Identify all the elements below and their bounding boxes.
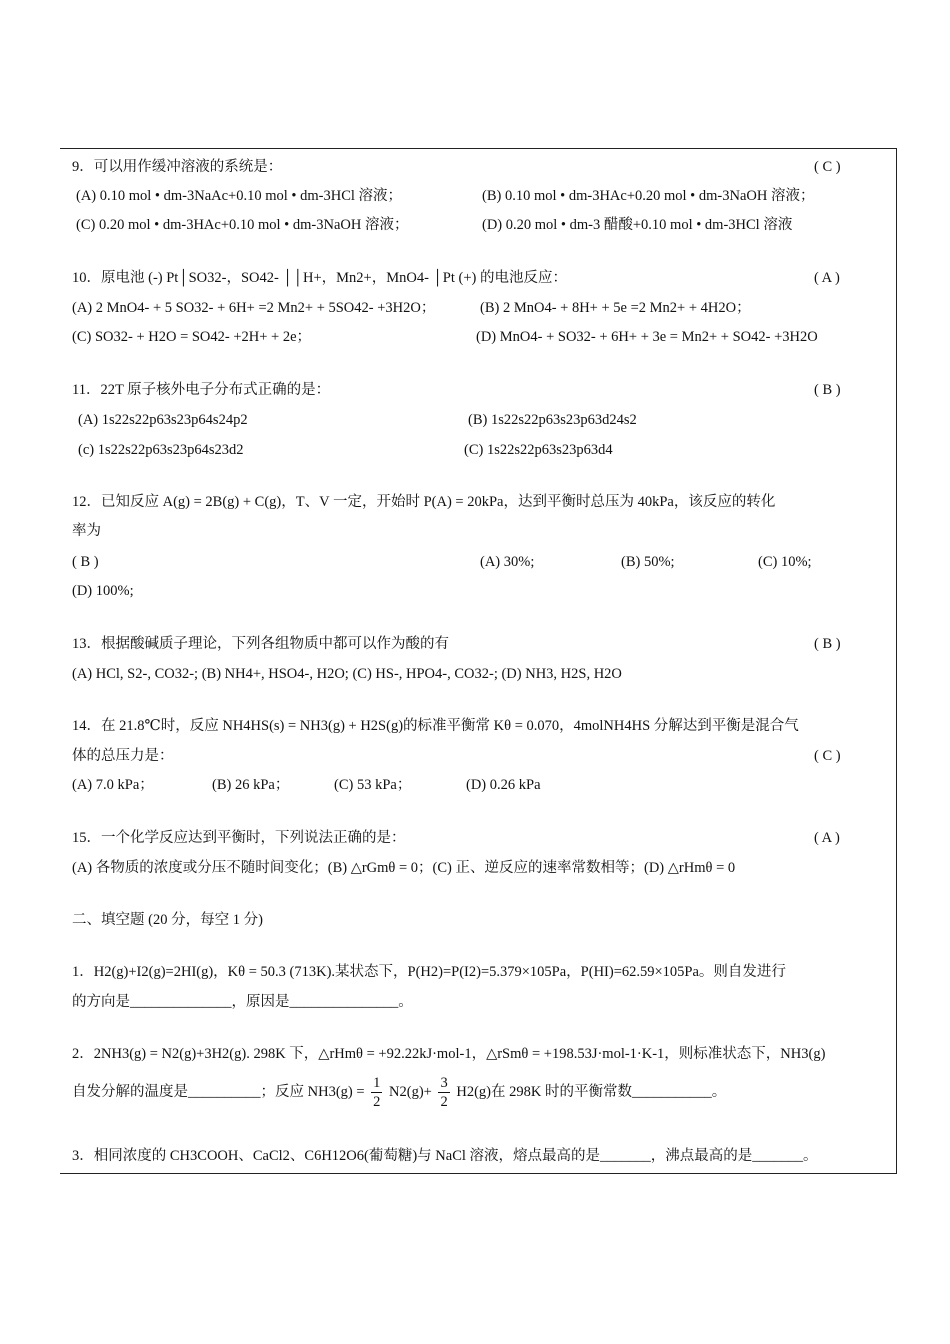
q11-option-c: (c) 1s22s22p63s23p64s23d2 xyxy=(78,442,244,458)
fill-3-line1: 3．相同浓度的 CH3COOH、CaCl2、C6H12O6(葡萄糖)与 NaCl 溶液，熔点最高的是_______，沸点最高的是_______。 xyxy=(72,1148,818,1164)
q9-stem: 9．可以用作缓冲溶液的系统是： xyxy=(72,159,283,175)
q10-option-c: (C) SO32- + H2O = SO42- +2H+ + 2e； xyxy=(72,329,312,345)
q12-option-c: (C) 10%; xyxy=(758,554,812,570)
fill-2-line1: 2．2NH3(g) = N2(g)+3H2(g). 298K 下，△rHmθ = +92.22kJ·mol-1，△rSmθ = +198.53J·mol-1·K-1，则标准状态下，NH3(g) xyxy=(72,1046,826,1062)
q9-option-b: (B) 0.10 mol • dm-3HAc+0.20 mol • dm-3NaOH 溶液； xyxy=(482,188,815,204)
q12-stem-line1: 12．已知反应 A(g) = 2B(g) + C(g)，T、V 一定，开始时 P(A) = 20kPa，达到平衡时总压为 40kPa，该反应的转化 xyxy=(72,494,776,510)
q13-options: (A) HCl, S2-, CO32-; (B) NH4+, HSO4-, H2O; (C) HS-, HPO4-, CO32-; (D) NH3, H2S, H2O xyxy=(72,666,622,682)
q11-stem: 11．22T 原子核外电子分布式正确的是： xyxy=(72,382,331,398)
q9-option-d: (D) 0.20 mol • dm-3 醋酸+0.10 mol • dm-3HCl 溶液 xyxy=(482,217,793,233)
q12-stem-line2: 率为 xyxy=(72,523,101,539)
q12-option-b: (B) 50%; xyxy=(621,554,675,570)
q11-option-b: (B) 1s22s22p63s23p63d24s2 xyxy=(468,412,637,428)
fill-2-text-c: H2(g)在 298K 时的平衡常数___________。 xyxy=(456,1084,727,1100)
q11-option-d: (C) 1s22s22p63s23p63d4 xyxy=(464,442,613,458)
section-2-heading: 二、填空题 (20 分，每空 1 分) xyxy=(72,912,263,928)
q15-answer: ( A ) xyxy=(814,830,840,846)
q13-stem: 13．根据酸碱质子理论，下列各组物质中都可以作为酸的有 xyxy=(72,636,449,652)
q11-option-a: (A) 1s22s22p63s23p64s24p2 xyxy=(78,412,248,428)
q13-answer: ( B ) xyxy=(814,636,841,652)
q15-stem: 15．一个化学反应达到平衡时，下列说法正确的是： xyxy=(72,830,406,846)
fill-2-line2 xyxy=(72,1072,892,1112)
q14-stem-line1: 14．在 21.8℃时，反应 NH4HS(s) = NH3(g) + H2S(g)的标准平衡常 Kθ = 0.070，4molNH4HS 分解达到平衡是混合气 xyxy=(72,718,799,734)
q10-option-b: (B) 2 MnO4- + 8H+ + 5e =2 Mn2+ + 4H2O； xyxy=(480,300,751,316)
fraction-1-numerator: 1 xyxy=(373,1075,381,1092)
fill-1-line1: 1．H2(g)+I2(g)=2HI(g)，Kθ = 50.3 (713K).某状态下，P(H2)=P(I2)=5.379×105Pa，P(HI)=62.59×105Pa。则自发进行 xyxy=(72,964,786,980)
q12-option-a: (A) 30%; xyxy=(480,554,535,570)
q14-answer: ( C ) xyxy=(814,748,841,764)
q10-stem: 10．原电池 (-) Pt│SO32-，SO42- ││H+，Mn2+，MnO4- │Pt (+) 的电池反应： xyxy=(72,270,567,286)
fraction-three-halves xyxy=(438,1074,449,1111)
q14-option-b: (B) 26 kPa； xyxy=(212,777,290,793)
q14-stem-line2: 体的总压力是： xyxy=(72,748,174,764)
fill-2-text-a: 自发分解的温度是__________；反应 NH3(g) = xyxy=(72,1084,365,1100)
q14-option-a: (A) 7.0 kPa； xyxy=(72,777,154,793)
q12-option-d: (D) 100%; xyxy=(72,583,134,599)
q9-option-a: (A) 0.10 mol • dm-3NaAc+0.10 mol • dm-3HCl 溶液； xyxy=(76,188,403,204)
q14-option-d: (D) 0.26 kPa xyxy=(466,777,541,793)
q10-answer: ( A ) xyxy=(814,270,840,286)
q11-answer: ( B ) xyxy=(814,382,841,398)
fill-1-line2: 的方向是______________，原因是_______________。 xyxy=(72,994,413,1010)
fraction-one-half xyxy=(371,1074,382,1111)
q9-answer: ( C ) xyxy=(814,159,841,175)
fill-2-text-b: N2(g)+ xyxy=(389,1084,432,1100)
q15-options: (A) 各物质的浓度或分压不随时间变化；(B) △rGmθ = 0；(C) 正、逆反应的速率常数相等；(D) △rHmθ = 0 xyxy=(72,860,736,876)
fraction-1-denominator: 2 xyxy=(373,1094,381,1111)
q10-option-a: (A) 2 MnO4- + 5 SO32- + 6H+ =2 Mn2+ + 5SO42- +3H2O； xyxy=(72,300,436,316)
fraction-2-denominator: 2 xyxy=(440,1094,448,1111)
fraction-2-numerator: 3 xyxy=(440,1075,448,1092)
q12-answer: ( B ) xyxy=(72,554,99,570)
q14-option-c: (C) 53 kPa； xyxy=(334,777,412,793)
q9-option-c: (C) 0.20 mol • dm-3HAc+0.10 mol • dm-3NaOH 溶液； xyxy=(76,217,409,233)
q10-option-d: (D) MnO4- + SO32- + 6H+ + 3e = Mn2+ + SO42- +3H2O xyxy=(476,329,818,345)
